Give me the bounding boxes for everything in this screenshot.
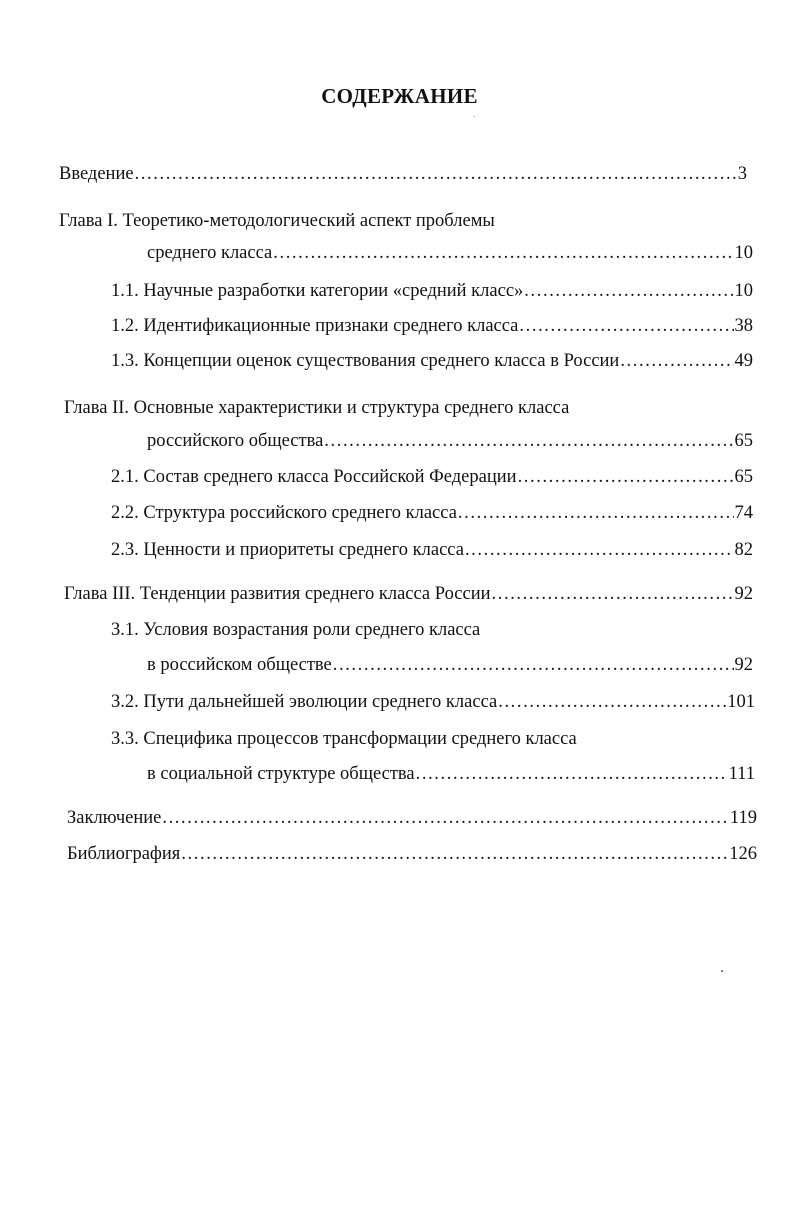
toc-chapter-3-entry[interactable]	[64, 581, 753, 607]
toc-label: Заключение	[67, 808, 162, 828]
toc-page-number: 126	[729, 844, 757, 864]
toc-section-1-1[interactable]	[111, 278, 753, 304]
toc-page-number: 65	[734, 431, 753, 451]
toc-section-2-3[interactable]	[111, 537, 753, 563]
toc-chapter-2-heading[interactable]: Глава II. Основные характеристики и структура среднего класса	[64, 398, 570, 418]
toc-section-2-2[interactable]	[111, 500, 753, 526]
scan-speck	[474, 116, 475, 117]
scan-speck	[721, 970, 723, 972]
toc-page-number: 82	[734, 540, 753, 560]
toc-page-number: 10	[734, 243, 753, 263]
toc-section-1-3[interactable]	[111, 348, 753, 374]
toc-leader	[498, 689, 726, 715]
toc-entry-bibliography[interactable]	[67, 841, 757, 867]
toc-label: в российском обществе	[147, 655, 332, 675]
toc-leader	[135, 161, 737, 187]
toc-leader	[181, 841, 728, 867]
toc-entry-introduction[interactable]	[59, 161, 747, 187]
toc-page-number: 74	[734, 503, 753, 523]
toc-page-number: 119	[729, 808, 757, 828]
page-title: СОДЕРЖАНИЕ	[321, 84, 478, 108]
toc-leader	[324, 428, 733, 454]
toc-entry-conclusion[interactable]	[67, 805, 757, 831]
toc-page-number: 101	[727, 692, 755, 712]
toc-label: 2.3. Ценности и приоритеты среднего класса	[111, 540, 464, 560]
toc-leader	[518, 464, 734, 490]
toc-leader	[524, 278, 733, 304]
toc-section-3-2[interactable]	[111, 689, 755, 715]
toc-leader	[458, 500, 734, 526]
toc-page-number: 10	[734, 281, 753, 301]
toc-label: Глава III. Тенденции развития среднего класса России	[64, 584, 491, 604]
toc-leader	[162, 805, 729, 831]
toc-leader	[620, 348, 733, 374]
toc-page-number: 38	[734, 316, 753, 336]
toc-label: Введение	[59, 164, 134, 184]
toc-label: Библиография	[67, 844, 181, 864]
toc-page-number: 3	[737, 164, 747, 184]
toc-leader	[465, 537, 734, 563]
toc-leader	[519, 313, 733, 339]
toc-page-number: 92	[734, 655, 753, 675]
toc-leader	[492, 581, 734, 607]
toc-leader	[273, 240, 733, 266]
toc-label: 2.2. Структура российского среднего класса	[111, 503, 457, 523]
toc-section-2-1[interactable]	[111, 464, 753, 490]
toc-label: российского общества	[147, 431, 324, 451]
toc-label: 1.2. Идентификационные признаки среднего класса	[111, 316, 519, 336]
toc-label: 2.1. Состав среднего класса Российской Федерации	[111, 467, 517, 487]
toc-page-number: 49	[734, 351, 753, 371]
toc-section-3-1[interactable]	[147, 652, 753, 678]
toc-label: в социальной структуре общества	[147, 764, 415, 784]
toc-label: 1.3. Концепции оценок существования среднего класса в России	[111, 351, 620, 371]
toc-leader	[416, 761, 728, 787]
toc-label: среднего класса	[147, 243, 273, 263]
toc-page-number: 111	[728, 764, 755, 784]
toc-leader	[333, 652, 734, 678]
toc-label: 3.2. Пути дальнейшей эволюции среднего класса	[111, 692, 498, 712]
toc-section-3-1-heading[interactable]: 3.1. Условия возрастания роли среднего класса	[111, 620, 481, 640]
toc-page-number: 92	[734, 584, 753, 604]
toc-section-1-2[interactable]	[111, 313, 753, 339]
toc-page-number: 65	[734, 467, 753, 487]
toc-section-3-3-heading[interactable]: 3.3. Специфика процессов трансформации среднего класса	[111, 729, 577, 749]
toc-section-3-3[interactable]	[147, 761, 755, 787]
toc-chapter-1-heading[interactable]: Глава I. Теоретико-методологический аспект проблемы	[59, 211, 495, 231]
toc-label: 1.1. Научные разработки категории «средний класс»	[111, 281, 524, 301]
toc-chapter-1-entry[interactable]	[147, 240, 753, 266]
toc-chapter-2-entry[interactable]	[147, 428, 753, 454]
